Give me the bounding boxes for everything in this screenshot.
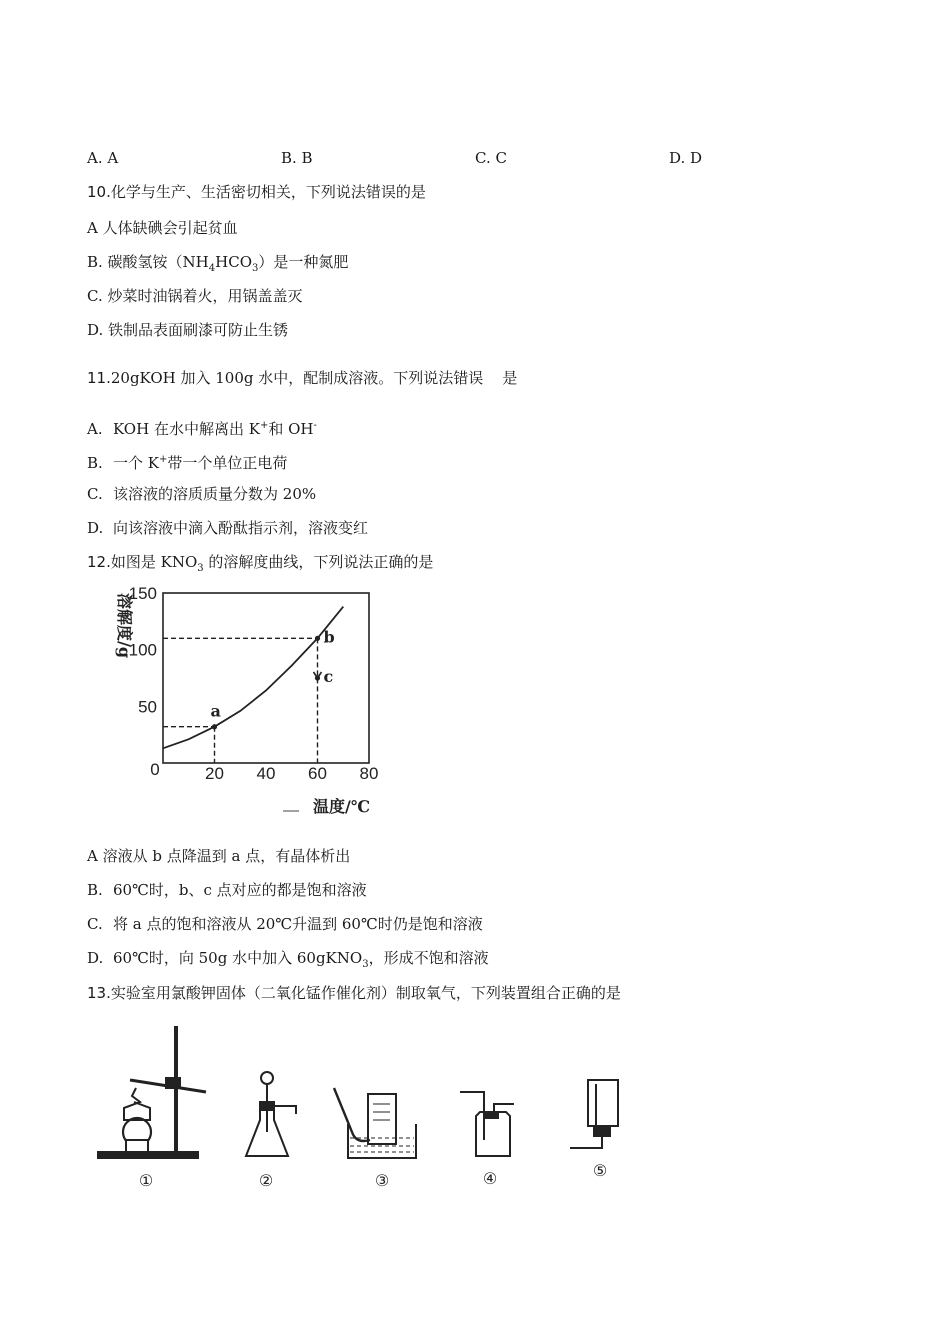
q12-option-d-pre: 60℃时，向 50g 水中加入 60gKNO [113, 949, 363, 967]
q10-stem [87, 182, 426, 202]
point-label-c: c [323, 667, 334, 686]
q10-stem-text: 化学与生产、生活密切相关，下列说法错误的是 [110, 183, 426, 201]
q10-number: 10. [87, 183, 111, 201]
q9-option-b: B. B [281, 149, 313, 167]
apparatus-1-heating-stand [98, 1026, 206, 1158]
point-label-b: b [323, 627, 335, 647]
q11-option-b-label: B. [87, 454, 103, 472]
y-tick-label: 100 [128, 640, 157, 660]
q11-option-a-sup1: + [259, 420, 269, 431]
apparatus-3-water-trough [334, 1088, 416, 1158]
q12-number: 12. [87, 553, 111, 571]
apparatus-label-3: ③ [374, 1171, 390, 1190]
q12-option-c-text: 将 a 点的饱和溶液从 20℃升温到 60℃时仍是饱和溶液 [113, 915, 483, 933]
apparatus-label-1: ① [138, 1171, 154, 1190]
x-tick-label: 0 [150, 760, 160, 779]
x-tick-label: 20 [205, 764, 224, 783]
y-tick-label: 50 [138, 697, 157, 717]
q10-option-a: A 人体缺碘会引起贫血 [87, 219, 238, 237]
q11-option-d [87, 518, 368, 538]
q11-option-c-label: C. [87, 485, 103, 503]
q10-option-b-pre: B. 碳酸氢铵（NH [87, 253, 209, 271]
q13-number: 13. [87, 984, 111, 1002]
q12-option-a: A 溶液从 b 点降温到 a 点，有晶体析出 [87, 847, 351, 865]
q10-option-b-sub1: 4 [208, 263, 216, 274]
q11-option-c [87, 484, 316, 504]
q11-number: 11. [87, 369, 111, 387]
q11-option-a-mid: 和 OH [268, 420, 314, 438]
q10-option-b-mid: HCO [215, 253, 253, 271]
q11-option-b [87, 450, 287, 473]
q11-stem [87, 368, 517, 388]
q12-option-b-text: 60℃时，b、c 点对应的都是饱和溶液 [113, 881, 367, 899]
point-b [315, 636, 320, 641]
apparatus-label-4: ④ [482, 1169, 498, 1188]
solubility-chart [95, 585, 395, 820]
apparatus-4-gas-bottle [460, 1092, 514, 1156]
q12-option-d-label: D. [87, 949, 104, 967]
q9-option-c: C. C [475, 149, 507, 167]
q12-option-b-label: B. [87, 881, 103, 899]
q12-option-c-label: C. [87, 915, 103, 933]
q12-stem-pre: 如图是 KNO [110, 553, 198, 571]
q12-option-c [87, 914, 483, 934]
q11-option-b-pre: 一个 K [113, 454, 159, 472]
apparatus-figure [90, 1020, 650, 1200]
x-tick-label: 80 [359, 764, 379, 783]
q10-option-b-post: ）是一种氮肥 [258, 253, 349, 271]
q11-stem-text: 20gKOH 加入 100g 水中，配制成溶液。下列说法错误 是 [110, 369, 518, 387]
y-axis-label-text: 溶解度/g [115, 593, 134, 659]
q10-option-b-sub2: 3 [252, 263, 259, 274]
x-tick-label: 40 [256, 764, 276, 783]
q12-option-d [87, 948, 489, 975]
q11-option-b-sup: + [158, 454, 168, 465]
q11-option-b-post: 带一个单位正电荷 [167, 454, 288, 472]
q12-option-b [87, 880, 367, 900]
q13-stem [87, 983, 621, 1003]
q10-option-d: D. 铁制品表面刷漆可防止生锈 [87, 321, 289, 339]
q11-option-d-text: 向该溶液中滴入酚酞指示剂，溶液变红 [113, 519, 369, 537]
apparatus-5-collecting-bottle [570, 1080, 618, 1148]
apparatus-label-2: ② [258, 1171, 274, 1190]
q9-option-a: A. A [87, 149, 119, 167]
q11-option-d-label: D. [87, 519, 104, 537]
q11-option-c-text: 该溶液的溶质质量分数为 20% [113, 485, 317, 503]
q12-option-d-sub: 3 [362, 959, 369, 970]
q10-option-b [87, 252, 348, 279]
q12-stem-post: 的溶解度曲线，下列说法正确的是 [203, 553, 434, 571]
q9-option-d: D. D [669, 149, 703, 167]
q11-option-a-sup2: - [313, 420, 317, 431]
q12-stem-sub: 3 [197, 563, 204, 574]
q11-option-a [87, 416, 317, 439]
q11-option-a-label: A. [87, 420, 103, 438]
apparatus-2-conical-flask [246, 1072, 296, 1156]
x-axis-label: 温度/℃ [313, 797, 371, 816]
point-a [212, 724, 217, 729]
q12-stem [87, 552, 433, 579]
point-c [315, 675, 320, 680]
point-label-a: a [210, 701, 221, 721]
q12-option-d-post: ，形成不饱和溶液 [368, 949, 489, 967]
y-tick-label: 150 [128, 585, 157, 603]
x-tick-label: 60 [308, 764, 327, 783]
q10-option-c: C. 炒菜时油锅着火，用锅盖盖灭 [87, 287, 303, 305]
apparatus-label-5: ⑤ [592, 1161, 608, 1180]
q11-option-a-pre: KOH 在水中解离出 K [113, 420, 260, 438]
q13-stem-text: 实验室用氯酸钾固体（二氧化锰作催化剂）制取氧气，下列装置组合正确的是 [110, 984, 621, 1002]
